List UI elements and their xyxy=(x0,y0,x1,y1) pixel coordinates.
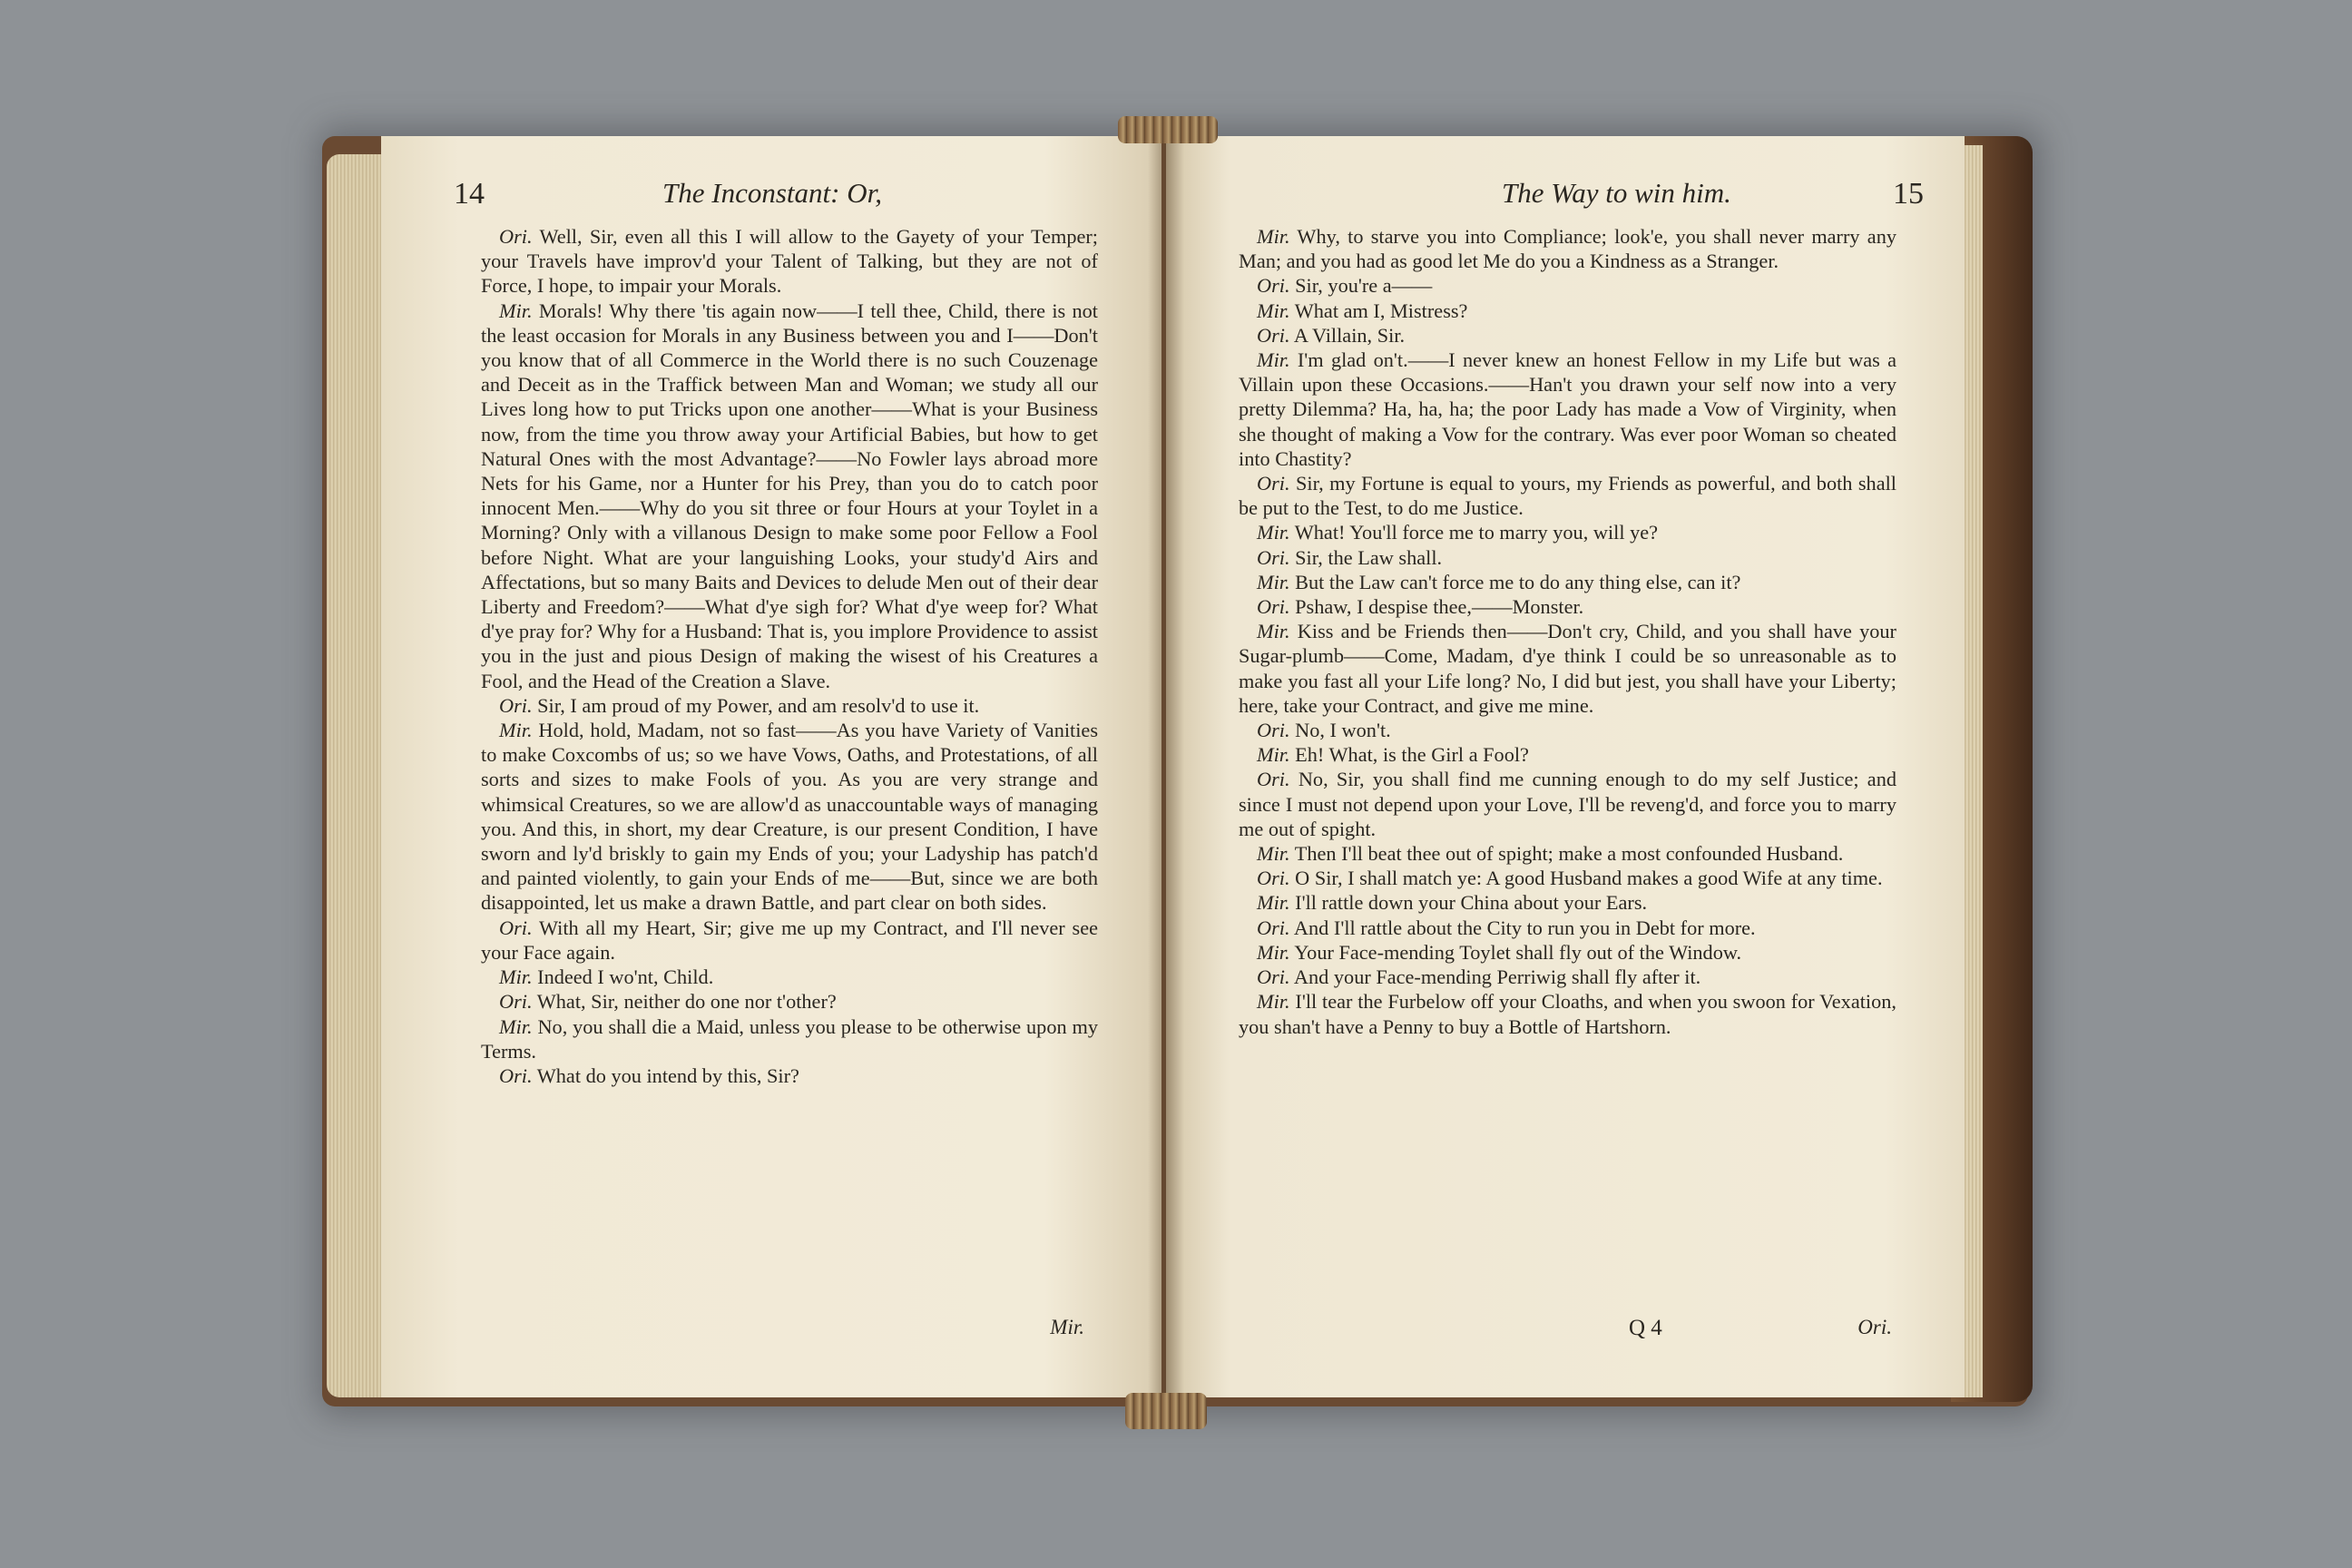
speech-paragraph xyxy=(481,989,1098,1014)
speech-paragraph xyxy=(1239,866,1896,890)
speaker-name: Mir. xyxy=(499,1014,533,1038)
speech-paragraph xyxy=(1239,890,1896,915)
speaker-name: Mir. xyxy=(1257,521,1290,544)
speech-paragraph xyxy=(1239,989,1896,1038)
speech-paragraph xyxy=(481,965,1098,989)
speech-paragraph xyxy=(1239,619,1896,718)
speaker-name: Ori. xyxy=(499,916,533,939)
speaker-name: Ori. xyxy=(1257,867,1290,890)
speech-text: I'll rattle down your China about your Ears. xyxy=(1295,891,1648,915)
signature-mark: Q 4 xyxy=(1629,1316,1662,1340)
speaker-name: Mir. xyxy=(1257,940,1290,964)
speaker-name: Mir. xyxy=(1257,743,1290,767)
speech-paragraph xyxy=(481,693,1098,718)
speaker-name: Ori. xyxy=(1257,768,1290,791)
speaker-name: Mir. xyxy=(1257,990,1290,1014)
speaker-name: Mir. xyxy=(1257,891,1290,915)
speech-paragraph xyxy=(1239,718,1896,742)
speech-text: But the Law can't force me to do any thing else, can it? xyxy=(1295,570,1741,593)
speech-text: What am I, Mistress? xyxy=(1294,299,1468,322)
speech-text: Then I'll beat thee out of spight; make a most confounded Husband. xyxy=(1294,842,1844,866)
speech-paragraph xyxy=(1239,299,1896,323)
speaker-name: Ori. xyxy=(499,693,533,717)
speech-text: A Villain, Sir. xyxy=(1293,323,1406,347)
speech-paragraph xyxy=(1239,767,1896,841)
speech-paragraph xyxy=(1239,841,1896,866)
speech-text: Sir, my Fortune is equal to yours, my Friends as powerful, and both shall be put to the Test, to do me Justice. xyxy=(1239,472,1896,520)
speech-paragraph xyxy=(1239,471,1896,520)
speech-text: Kiss and be Friends then——Don't cry, Child, and you shall have your Sugar-plumb——Come, Madam, d'ye think I could be so unreasonable as to make you fast all your Life long? No, I did but jest, you shall have your Liberty; here, take your Contract, and give me mine. xyxy=(1239,620,1896,717)
right-page xyxy=(1166,136,1965,1397)
left-page xyxy=(381,136,1161,1397)
speaker-name: Mir. xyxy=(1257,225,1290,248)
speaker-name: Mir. xyxy=(1257,570,1290,593)
speech-paragraph xyxy=(481,718,1098,916)
page-text xyxy=(1239,224,1896,1039)
page-number: 14 xyxy=(454,177,485,211)
speaker-name: Mir. xyxy=(1257,842,1290,866)
speaker-name: Ori. xyxy=(1257,323,1290,347)
speech-text: Your Face-mending Toylet shall fly out of the Window. xyxy=(1294,940,1742,964)
speech-paragraph xyxy=(1239,520,1896,544)
speaker-name: Mir. xyxy=(499,299,533,322)
speaker-name: Ori. xyxy=(1257,965,1290,989)
speech-text: Eh! What, is the Girl a Fool? xyxy=(1295,743,1529,767)
running-title: The Inconstant: Or, xyxy=(662,177,882,209)
speech-paragraph xyxy=(1239,570,1896,594)
speaker-name: Ori. xyxy=(499,990,533,1014)
speaker-name: Ori. xyxy=(1257,719,1290,742)
speaker-name: Ori. xyxy=(499,225,533,248)
speaker-name: Ori. xyxy=(1257,274,1290,298)
speech-text: No, I won't. xyxy=(1295,719,1391,742)
speaker-name: Ori. xyxy=(1257,472,1290,495)
speech-paragraph xyxy=(1239,224,1896,273)
speech-paragraph xyxy=(1239,323,1896,348)
speaker-name: Mir. xyxy=(1257,299,1290,322)
speech-text: Morals! Why there 'tis again now——I tell thee, Child, there is not the least occasion for Morals in any Business between you and I——Don't you know that of all Commerce in the World there is no such Couzenage and Deceit as in the Traffick between Man and Woman; we study all our Lives long how to put Tricks upon one another——What is your Business now, from the time you throw away your Artificial Babies, but how to get Natural Ones with the most Advantage?——No Fowler lays abroad more Nets for his Game, nor a Hunter for his Prey, than you do to catch poor innocent Men.——Why do you sit three or four Hours at your Toylet in a Morning? Only with a villanous Design to make some poor Fellow a Fool before Night. What are your languishing Looks, your study'd Airs and Affectations, but so many Baits and Devices to delude Men out of their dear Liberty and Freedom?——What d'ye sigh for? What d'ye weep for? What d'ye pray for? Why for a Husband: That is, you implore Providence to assist you in the just and pious Design of making the wisest of his Creatures a Fool, and the Head of the Creation a Slave. xyxy=(481,299,1098,692)
speech-text: With all my Heart, Sir; give me up my Contract, and I'll never see your Face again. xyxy=(481,916,1098,964)
speech-paragraph xyxy=(1239,594,1896,619)
speech-paragraph xyxy=(1239,742,1896,767)
gutter-shadow xyxy=(1148,127,1184,1406)
running-head-right xyxy=(1239,177,1924,220)
speaker-name: Mir. xyxy=(1257,348,1290,372)
speech-text: I'm glad on't.——I never knew an honest Fellow in my Life but was a Villain upon these Occasions.——Han't you drawn your self now into a very pretty Dilemma? Ha, ha, ha; the poor Lady has made a Vow of Virginity, when she thought of making a Vow for the contrary. Was ever poor Woman so cheated into Chastity? xyxy=(1239,348,1896,470)
speech-paragraph xyxy=(481,1014,1098,1063)
speech-text: Well, Sir, even all this I will allow to the Gayety of your Temper; your Travels have improv'd your Talent of Talking, but they are not of Force, I hope, to impair your Morals. xyxy=(481,225,1098,298)
speech-text: I'll tear the Furbelow off your Cloaths, and when you swoon for Vexation, you shan't have a Penny to buy a Bottle of Hartshorn. xyxy=(1239,990,1896,1038)
speech-paragraph xyxy=(1239,916,1896,940)
speech-text: No, you shall die a Maid, unless you please to be otherwise upon my Terms. xyxy=(481,1014,1098,1063)
speech-text: Why, to starve you into Compliance; look'e, you shall never marry any Man; and you had as good let Me do you a Kindness as a Stranger. xyxy=(1239,225,1897,273)
speech-paragraph xyxy=(1239,940,1896,965)
speech-text: Sir, I am proud of my Power, and am resolv'd to use it. xyxy=(537,693,980,717)
running-title: The Way to win him. xyxy=(1502,177,1731,209)
speech-paragraph xyxy=(481,1063,1098,1088)
speaker-name: Ori. xyxy=(499,1063,533,1087)
speaker-name: Ori. xyxy=(1257,545,1290,569)
page-text xyxy=(481,224,1098,1088)
speech-paragraph xyxy=(1239,965,1896,989)
speech-paragraph xyxy=(481,916,1098,965)
speech-paragraph xyxy=(1239,348,1896,471)
speech-text: No, Sir, you shall find me cunning enough to do my self Justice; and since I must not depend upon your Love, I'll be reveng'd, and force you to marry me out of spight. xyxy=(1239,768,1897,840)
catchword: Ori. xyxy=(1857,1316,1892,1338)
page-number: 15 xyxy=(1893,177,1924,211)
speech-paragraph xyxy=(481,299,1098,693)
speech-paragraph xyxy=(1239,545,1896,570)
speech-text: Sir, you're a—— xyxy=(1295,274,1433,298)
speech-paragraph xyxy=(481,224,1098,299)
speaker-name: Ori. xyxy=(1257,916,1290,939)
catchword: Mir. xyxy=(1050,1316,1084,1338)
speech-paragraph xyxy=(1239,273,1896,298)
headband-top xyxy=(1118,116,1218,143)
speech-text: And your Face-mending Perriwig shall fly after it. xyxy=(1293,965,1701,989)
speech-text: What, Sir, neither do one nor t'other? xyxy=(536,990,837,1014)
speaker-name: Mir. xyxy=(499,965,533,989)
speech-text: Hold, hold, Madam, not so fast——As you have Variety of Vanities to make Coxcombs of us; so we have Vows, Oaths, and Protestations, of all sorts and sizes to make Fools of you. As you are very strange and whimsical Creatures, so we are allow'd as unaccountable ways of managing you. And this, in short, my dear Creature, is our present Condition, I have sworn and ly'd briskly to gain my Ends of you; your Ladyship has patch'd and painted violently, to gain your Ends of me——But, since we are both disappointed, let us make a drawn Battle, and part clear on both sides. xyxy=(481,719,1099,915)
speech-text: Pshaw, I despise thee,——Monster. xyxy=(1295,595,1584,619)
speech-text: What do you intend by this, Sir? xyxy=(536,1063,799,1087)
speaker-name: Mir. xyxy=(499,719,533,742)
speech-text: And I'll rattle about the City to run you in Debt for more. xyxy=(1293,916,1756,939)
headband-bottom xyxy=(1125,1393,1207,1429)
speech-text: O Sir, I shall match ye: A good Husband makes a good Wife at any time. xyxy=(1295,867,1883,890)
speech-text: Indeed I wo'nt, Child. xyxy=(537,965,714,989)
speech-text: What! You'll force me to marry you, will ye? xyxy=(1294,521,1659,544)
speech-text: Sir, the Law shall. xyxy=(1295,545,1443,569)
speaker-name: Ori. xyxy=(1257,595,1290,619)
running-head-left xyxy=(454,177,1098,220)
speaker-name: Mir. xyxy=(1257,620,1290,643)
